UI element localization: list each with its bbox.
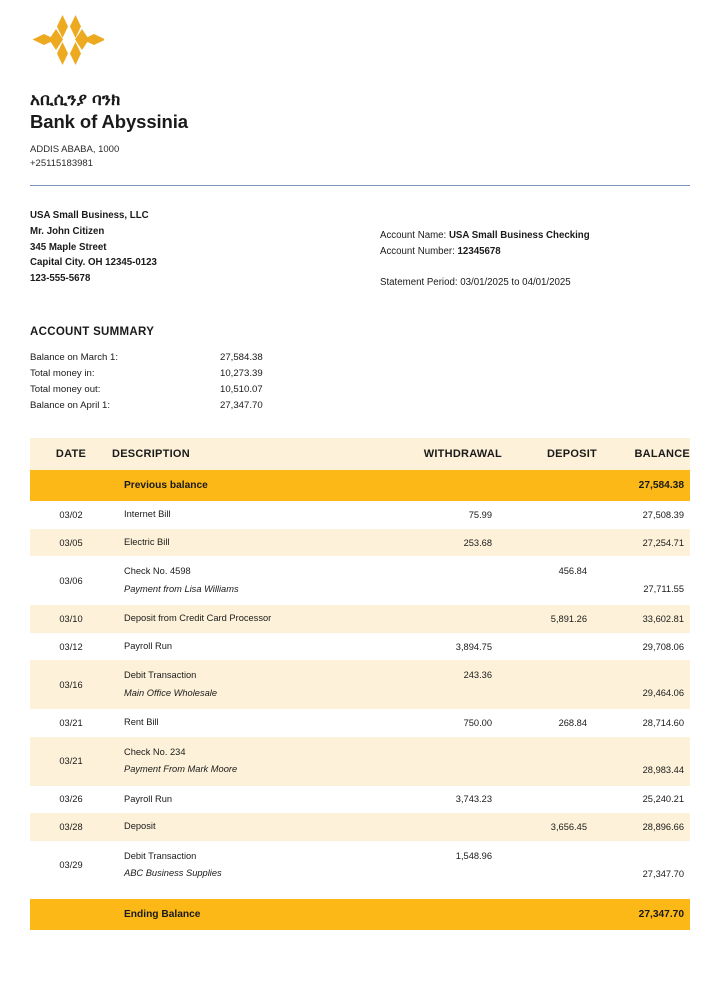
letterhead [30,0,690,186]
statement-period: Statement Period: 03/01/2025 to 04/01/2025 [380,276,571,288]
transaction-description-sub: Payment From Mark Moore [124,764,238,775]
ending-balance-deposit [502,899,597,930]
transaction-withdrawal: 750.00 [392,709,502,736]
summary-row [30,368,263,384]
transactions-body [30,470,690,929]
transaction-date: 03/29 [30,841,112,890]
transaction-description-main: Internet Bill [124,509,171,520]
transaction-date: 03/21 [30,709,112,736]
summary-label: Total money in: [30,368,95,380]
transaction-description [112,556,392,605]
account-name-value: USA Small Business Checking [448,230,590,242]
transaction-description-sub: Payment from Lisa Williams [124,583,239,594]
transaction-description [112,529,392,556]
transaction-description [112,786,392,813]
transaction-date: 03/10 [30,605,112,632]
transaction-date: 03/06 [30,556,112,605]
transaction-description [112,709,392,736]
transaction-description [112,605,392,632]
transaction-withdrawal: 3,743.23 [392,786,502,813]
account-number-label: Account Number: [380,246,455,258]
transaction-description [112,633,392,660]
ending-balance-withdrawal [392,899,502,930]
account-number-value: 12345678 [457,246,501,258]
previous-balance-withdrawal [392,470,502,501]
transaction-description-main: Debit Transaction [124,850,197,861]
ending-balance-date [30,899,112,930]
account-name-label: Account Name: [380,230,447,242]
transaction-description-main: Rent Bill [124,717,159,728]
previous-balance-row [30,470,690,501]
transaction-description-main: Deposit [124,821,156,832]
transaction-date: 03/05 [30,529,112,556]
transaction-deposit [502,737,597,786]
transaction-balance: 28,983.44 [597,737,690,786]
parties-section [30,206,690,290]
table-row [30,501,690,528]
customer-line: Mr. John Citizen [30,226,105,238]
transaction-description-main: Check No. 4598 [124,566,191,577]
table-row [30,737,690,786]
transaction-description-main: Deposit from Credit Card Processor [124,613,272,624]
table-row [30,841,690,890]
transaction-description [112,841,392,890]
account-summary-table [30,352,263,416]
summary-value: 27,584.38 [220,352,263,364]
transaction-date: 03/02 [30,501,112,528]
summary-value: 10,273.39 [220,368,263,380]
column-header-withdrawal: WITHDRAWAL [392,438,502,470]
transaction-deposit [502,841,597,890]
bank-name-english: Bank of Abyssinia [30,110,188,132]
transaction-description-main: Payroll Run [124,793,173,804]
column-header-deposit: DEPOSIT [502,438,597,470]
column-header-date: DATE [30,438,112,470]
table-spacer-cell [30,890,690,899]
transaction-description [112,501,392,528]
transaction-withdrawal: 75.99 [392,501,502,528]
bank-phone: +25115183981 [30,158,93,170]
transaction-balance: 33,602.81 [597,605,690,632]
transaction-date: 03/26 [30,786,112,813]
transaction-deposit: 268.84 [502,709,597,736]
transaction-deposit [502,501,597,528]
header-divider [30,185,690,186]
transaction-withdrawal [392,605,502,632]
transaction-balance: 27,254.71 [597,529,690,556]
table-spacer-row [30,890,690,899]
summary-label: Balance on March 1: [30,352,118,364]
table-row [30,660,690,709]
summary-row [30,352,263,368]
transaction-deposit [502,786,597,813]
transaction-balance: 29,708.06 [597,633,690,660]
transaction-withdrawal [392,556,502,605]
customer-line: Capital City. OH 12345-0123 [30,257,157,269]
transaction-balance: 27,347.70 [597,841,690,890]
transaction-balance: 28,896.66 [597,813,690,840]
transaction-date: 03/21 [30,737,112,786]
previous-balance-amount: 27,584.38 [597,470,690,501]
ending-balance-row [30,899,690,930]
transaction-balance: 25,240.21 [597,786,690,813]
transaction-date: 03/12 [30,633,112,660]
transaction-description-main: Payroll Run [124,640,173,651]
transaction-deposit: 5,891.26 [502,605,597,632]
transaction-withdrawal: 3,894.75 [392,633,502,660]
previous-balance-label: Previous balance [112,470,392,501]
ending-balance-label: Ending Balance [112,899,392,930]
summary-value: 10,510.07 [220,384,263,396]
table-row [30,556,690,605]
table-row [30,813,690,840]
transaction-deposit: 3,656.45 [502,813,597,840]
transaction-deposit: 456.84 [502,556,597,605]
customer-line: USA Small Business, LLC [30,210,149,222]
transaction-description [112,737,392,786]
summary-value: 27,347.70 [220,400,263,412]
table-row [30,709,690,736]
transactions-table [30,438,690,929]
transaction-description [112,660,392,709]
transaction-description-main: Check No. 234 [124,746,186,757]
summary-label: Balance on April 1: [30,400,111,412]
ending-balance-amount: 27,347.70 [597,899,690,930]
account-summary-title: ACCOUNT SUMMARY [30,326,155,339]
bank-name-block [30,90,690,132]
transaction-description-main: Electric Bill [124,536,170,547]
previous-balance-deposit [502,470,597,501]
column-header-description: DESCRIPTION [112,438,392,470]
transaction-withdrawal: 1,548.96 [392,841,502,890]
account-name-row [380,228,690,244]
table-row [30,633,690,660]
table-row [30,786,690,813]
bank-address: ADDIS ABABA, 1000 [30,143,120,155]
transaction-deposit [502,633,597,660]
account-number-row [380,244,690,260]
transaction-withdrawal: 243.36 [392,660,502,709]
bank-contact-block [30,143,690,172]
transaction-withdrawal: 253.68 [392,529,502,556]
transaction-balance: 27,508.39 [597,501,690,528]
transaction-date: 03/28 [30,813,112,840]
customer-line: 345 Maple Street [30,241,107,253]
transaction-description-sub: ABC Business Supplies [124,868,222,879]
bank-name-amharic: አቢሲንያ ባንክ [30,90,121,109]
table-row [30,529,690,556]
transaction-deposit [502,529,597,556]
transaction-withdrawal [392,813,502,840]
transaction-description [112,813,392,840]
transaction-date: 03/16 [30,660,112,709]
transaction-balance: 29,464.06 [597,660,690,709]
summary-row [30,384,263,400]
table-row [30,605,690,632]
summary-row [30,400,263,416]
transaction-balance: 28,714.60 [597,709,690,736]
transaction-balance: 27,711.55 [597,556,690,605]
transaction-deposit [502,660,597,709]
transaction-description-main: Debit Transaction [124,670,197,681]
customer-line: 123-555-5678 [30,273,91,285]
column-header-balance: BALANCE [597,438,690,470]
six-petal-star-logo-icon [32,14,104,76]
bank-logo [32,14,104,76]
account-details-block [380,206,690,290]
summary-label: Total money out: [30,384,101,396]
previous-balance-date [30,470,112,501]
table-header-row [30,438,690,470]
customer-address-block [30,206,157,290]
transaction-withdrawal [392,737,502,786]
transaction-description-sub: Main Office Wholesale [124,687,218,698]
